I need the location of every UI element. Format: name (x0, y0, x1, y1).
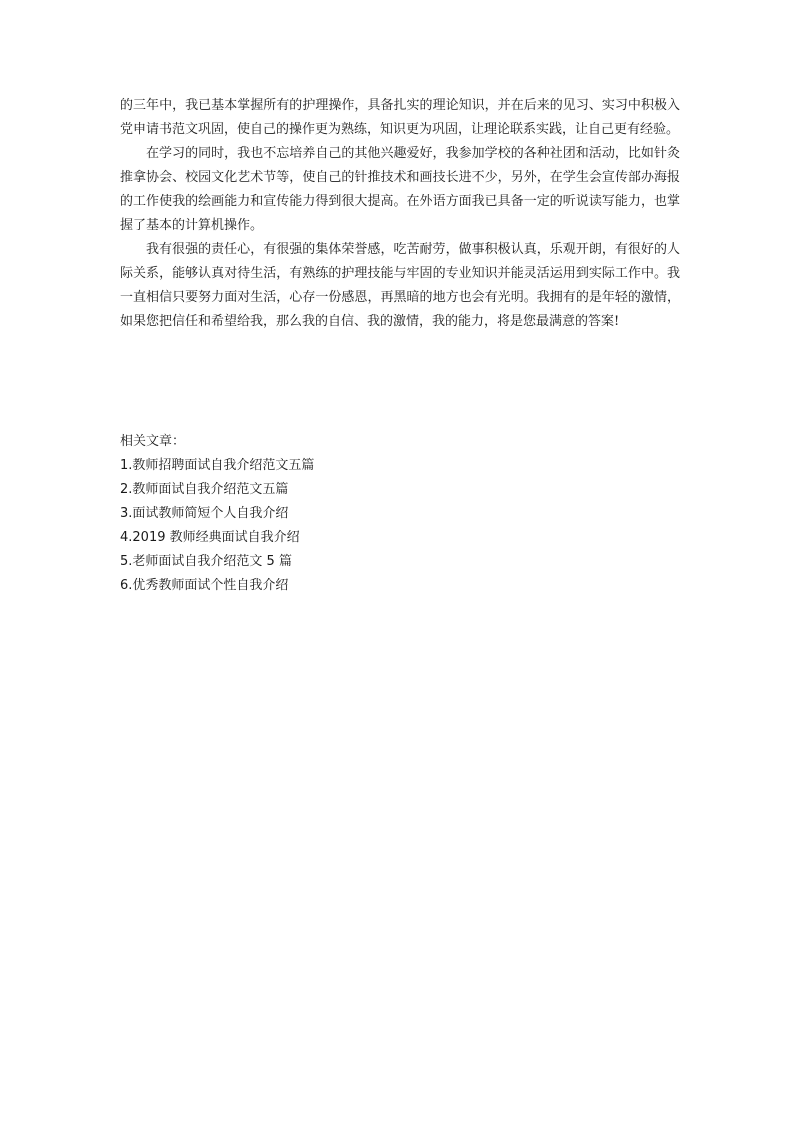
article-body (120, 94, 680, 334)
list-item (120, 454, 680, 478)
article-paragraph-1: 的三年中，我已基本掌握所有的护理操作，具备扎实的理论知识，并在后来的见习、实习中积极入党申请书范文巩固，使自己的操作更为熟练，知识更为巩固，让理论联系实践，让自己更有经验。 (120, 98, 680, 137)
list-item (120, 502, 680, 526)
list-item (120, 478, 680, 502)
related-article-link-4[interactable]: 4.2019 教师经典面试自我介绍 (120, 530, 300, 545)
related-article-link-2[interactable]: 2.教师面试自我介绍范文五篇 (120, 482, 289, 497)
related-articles-list (120, 454, 680, 598)
related-article-link-6[interactable]: 6.优秀教师面试个性自我介绍 (120, 578, 289, 593)
list-item (120, 574, 680, 598)
related-articles (120, 430, 680, 598)
list-item (120, 550, 680, 574)
article-paragraph-3: 我有很强的责任心，有很强的集体荣誉感，吃苦耐劳，做事积极认真，乐观开朗，有很好的人际关系，能够认真对待生活，有熟练的护理技能与牢固的专业知识并能灵活运用到实际工作中。我一直相信只要努力面对生活，心存一份感恩，再黑暗的地方也会有光明。我拥有的是年轻的激情，如果您把信任和希望给我，那么我的自信、我的激情，我的能力，将是您最满意的答案! (120, 242, 680, 329)
related-article-link-1[interactable]: 1.教师招聘面试自我介绍范文五篇 (120, 458, 315, 473)
list-item (120, 526, 680, 550)
related-articles-title: 相关文章： (120, 434, 186, 449)
related-article-link-3[interactable]: 3.面试教师简短个人自我介绍 (120, 506, 289, 521)
related-article-link-5[interactable]: 5.老师面试自我介绍范文 5 篇 (120, 554, 292, 569)
article-paragraph-2: 在学习的同时，我也不忘培养自己的其他兴趣爱好，我参加学校的各种社团和活动，比如针灸推拿协会、校园文化艺术节等，使自己的针推技术和画技长进不少，另外，在学生会宣传部办海报的工作使我的绘画能力和宣传能力得到很大提高。在外语方面我已具备一定的听说读写能力，也掌握了基本的计算机操作。 (120, 146, 680, 233)
